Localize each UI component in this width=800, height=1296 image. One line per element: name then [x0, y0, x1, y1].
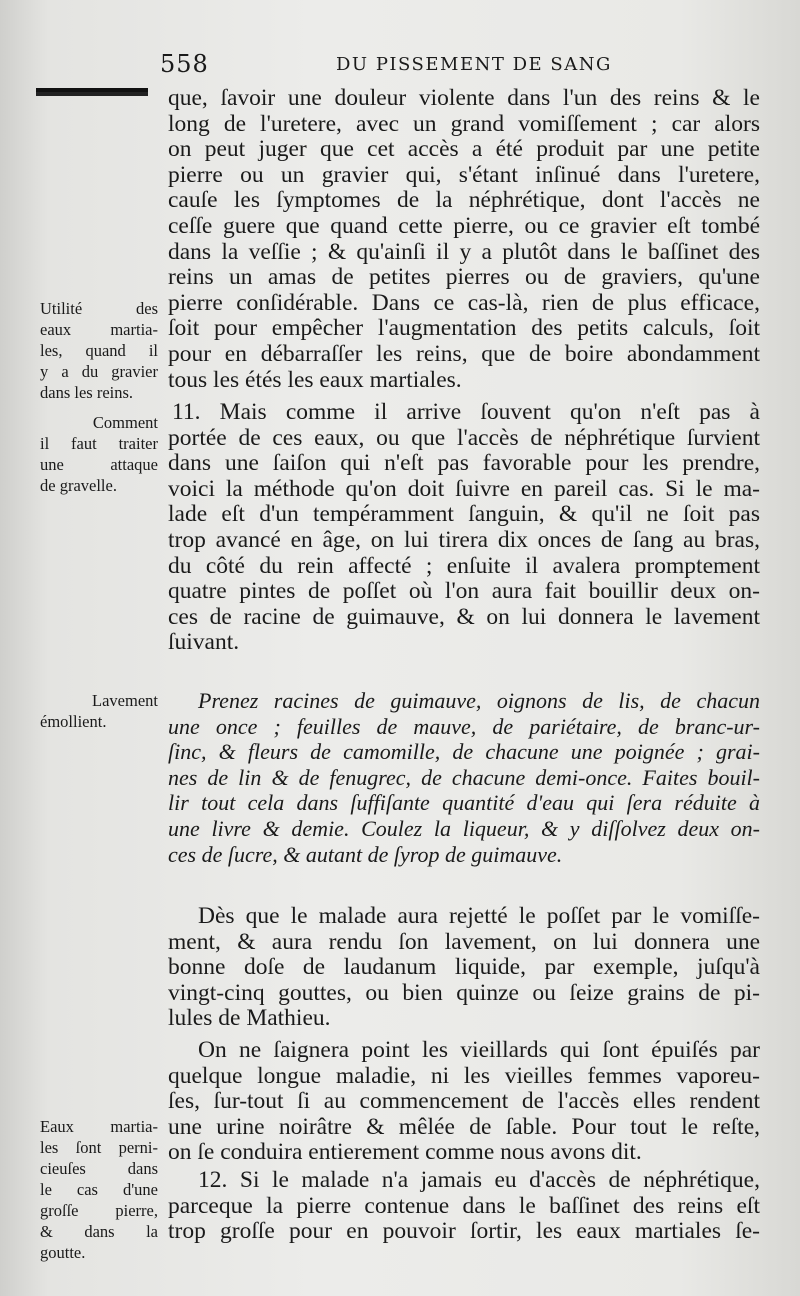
- margin-note-gravelle: [40, 412, 158, 496]
- text-line: trop avancé en âge, on lui tirera dix onces de ſang au bras,: [168, 526, 760, 553]
- text-line: On ne ſaignera point les vieillards qui ſont épuiſés par: [198, 1037, 760, 1063]
- paragraph-6: [168, 1168, 760, 1245]
- margin-note-line: Comment: [92, 413, 158, 432]
- decorative-rule: [36, 88, 148, 92]
- text-line: cauſe les ſymptomes de la néphrétique, dont l'accès ne: [168, 187, 760, 214]
- text-line: vingt-cinq gouttes, ou bien quinze ou ſeize grains de pi-: [168, 979, 760, 1006]
- text-line: trop groſſe pour en pouvoir ſortir, les eaux martiales ſe-: [168, 1218, 760, 1245]
- recipe-paragraph: [168, 688, 760, 867]
- paragraph-4: [168, 904, 760, 1032]
- text-line: Dès que le malade aura rejetté le poſſet par le vomiſſe-: [198, 903, 760, 929]
- margin-note-line: Eaux martia-: [40, 1117, 158, 1136]
- margin-note-grosse-pierre: [40, 1116, 158, 1263]
- margin-note-line: Utilité des: [40, 299, 158, 318]
- text-line: ſinc, & fleurs de camomille, de chacune une poignée ; grai-: [168, 739, 760, 765]
- margin-note-line: cieuſes dans: [40, 1159, 158, 1178]
- text-line: ment, & aura rendu ſon lavement, on lui donnera une: [168, 928, 760, 955]
- margin-note-line: les ſont perni-: [40, 1138, 158, 1157]
- margin-note-line: groſſe pierre,: [40, 1201, 158, 1220]
- margin-note-line: goutte.: [40, 1243, 86, 1262]
- text-line: dans la veſſie ; & qu'ainſi il y a plutôt dans le baſſinet des: [168, 238, 760, 265]
- margin-note-line: dans les reins.: [40, 383, 134, 402]
- margin-note-line: une attaque: [40, 455, 158, 474]
- running-title: DU PISSEMENT DE SANG: [336, 54, 612, 75]
- margin-note-line: Lavement: [92, 691, 158, 710]
- text-line: reins un amas de petites pierres ou de graviers, qu'une: [168, 264, 760, 291]
- text-line: on peut juger que cet accès a été produit par une petite: [168, 136, 760, 163]
- margin-note-line: émollient.: [40, 712, 107, 731]
- paragraph-1: [168, 86, 760, 393]
- text-line: du côté du rein affecté ; enſuite il avalera promptement: [168, 552, 760, 579]
- text-line: lade eſt d'un tempéramment ſanguin, & qu'il ne ſoit pas: [168, 501, 760, 528]
- margin-note-line: y a du gravier: [40, 362, 158, 381]
- text-line: une livre & demie. Coulez la liqueur, & y diſſolvez deux on-: [168, 815, 760, 841]
- margin-note-eaux-martiales: [40, 298, 158, 403]
- text-line: lir tout cela dans ſuffiſante quantité d'eau qui ſera réduite à: [168, 790, 760, 816]
- text-line: une once ; feuilles de mauve, de pariétaire, de branc-ur-: [168, 713, 760, 739]
- text-line: pierre ou un gravier qui, s'étant inſinué dans l'uretere,: [168, 161, 760, 188]
- paragraph-5: [168, 1038, 760, 1166]
- text-line: 12. Si le malade n'a jamais eu d'accès de néphrétique,: [198, 1167, 760, 1193]
- text-line: ſes, ſur-tout ſi au commencement de l'accès elles rendent: [168, 1088, 760, 1115]
- text-line: voici la méthode qu'on doit ſuivre en pareil cas. Si le ma-: [168, 475, 760, 502]
- text-line: 11. Mais comme il arrive ſouvent qu'on n'eſt pas à: [172, 399, 760, 425]
- margin-note-line: le cas d'une: [40, 1180, 158, 1199]
- text-line: ſoit pour empêcher l'augmentation des petits calculs, ſoit: [168, 315, 760, 342]
- text-line: pour en débarraſſer les reins, que de boire abondamment: [168, 340, 760, 367]
- text-line: bonne doſe de laudanum liquide, par exemple, juſqu'à: [168, 954, 760, 981]
- page-header: [160, 50, 760, 80]
- margin-note-line: il faut traiter: [40, 434, 158, 453]
- text-line: ces de racine de guimauve, & on lui donnera le lavement: [168, 603, 760, 630]
- margin-note-line: les, quand il: [40, 341, 158, 360]
- text-line: ſuivant.: [168, 629, 240, 656]
- text-line: quelque longue maladie, ni les vieilles femmes vaporeu-: [168, 1062, 760, 1089]
- text-line: ces de ſucre, & autant de ſyrop de guimauve.: [168, 841, 563, 867]
- text-line: parceque la pierre contenue dans le baſſinet des reins eſt: [168, 1192, 760, 1219]
- text-line: on ſe conduira entierement comme nous avons dit.: [168, 1139, 642, 1166]
- text-line: que, ſavoir une douleur violente dans l'un des reins & le: [168, 85, 760, 111]
- text-line: pierre conſidérable. Dans ce cas-là, rien de plus efficace,: [168, 289, 760, 316]
- margin-note-line: eaux martia-: [40, 320, 158, 339]
- margin-note-lavement: [40, 690, 158, 732]
- margin-note-line: de gravelle.: [40, 476, 117, 495]
- paragraph-2: [168, 400, 760, 656]
- text-line: long de l'uretere, avec un grand vomiſſement ; car alors: [168, 110, 760, 137]
- page-number: 558: [160, 50, 209, 78]
- text-line: portée de ces eaux, ou que l'accès de néphrétique ſurvient: [168, 424, 760, 451]
- text-line: ceſſe guere que quand cette pierre, ou ce gravier eſt tombé: [168, 212, 760, 239]
- text-line: dans une ſaiſon qui n'eſt pas favorable pour les prendre,: [168, 450, 760, 477]
- text-line: Prenez racines de guimauve, oignons de lis, de chacun: [198, 688, 760, 713]
- margin-note-line: & dans la: [40, 1222, 158, 1241]
- text-line: quatre pintes de poſſet où l'on aura fait bouillir deux on-: [168, 578, 760, 605]
- text-line: lules de Mathieu.: [168, 1005, 331, 1032]
- text-line: tous les étés les eaux martiales.: [168, 366, 462, 393]
- text-line: une urine noirâtre & mêlée de ſable. Pour tout le reſte,: [168, 1113, 760, 1140]
- text-line: nes de lin & de fenugrec, de chacune demi-once. Faites bouil-: [168, 764, 760, 790]
